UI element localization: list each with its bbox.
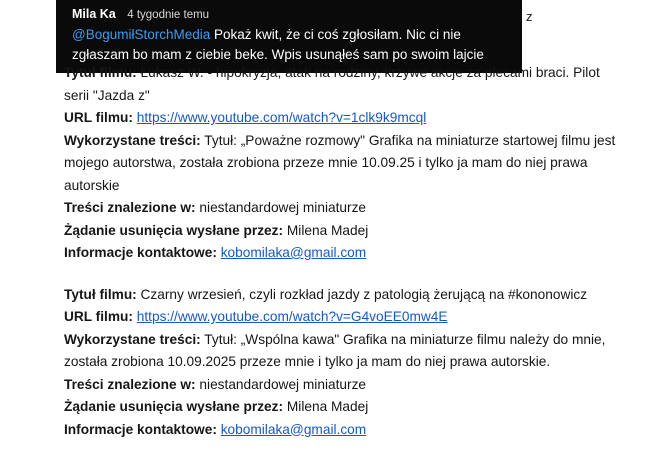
request-sender-label: Żądanie usunięcia wysłane przez: — [64, 399, 284, 414]
found-in-row — [64, 197, 624, 220]
contact-email-link[interactable]: kobomilaka@gmail.com — [220, 245, 367, 260]
found-in-label: Treści znalezione w: — [64, 376, 196, 392]
contact-info-row — [64, 242, 624, 265]
contact-email-link[interactable]: kobomilaka@gmail.com — [220, 421, 367, 437]
contact-info-row — [64, 419, 624, 442]
stray-character: z — [526, 9, 533, 24]
film-title-row — [64, 62, 624, 107]
used-content-row — [64, 329, 624, 374]
request-sender-value: Milena Madej — [283, 222, 369, 238]
film-url-label: URL filmu: — [64, 110, 133, 125]
film-url-link[interactable]: https://www.youtube.com/watch?v=G4voEE0mw4E — [136, 309, 448, 324]
comment-body-text: Pokaż kwit, że ci coś zgłosiłam. Nic ci nie zgłaszam bo mam z ciebie beke. Wpis usunąłeś sam po swoim lajcie — [72, 27, 484, 62]
found-in-row — [64, 374, 624, 397]
comment-timestamp: 4 tygodnie temu — [127, 9, 210, 21]
used-content-value: Tytuł: „Poważne rozmowy" Grafika na miniaturze startowej filmu jest mojego autorstwa, została zrobiona przeze mnie 10.09.25 i tylko ja mam do niej prawa autorskie — [64, 132, 616, 193]
request-sender-row — [64, 220, 624, 243]
used-content-label: Wykorzystane treści: — [64, 331, 201, 347]
report-entry — [64, 284, 624, 442]
used-content-label: Wykorzystane treści: — [64, 132, 201, 148]
film-title-value: Czarny wrzesień, czyli rozkład jazdy z patologią żerującą na #kononowicz — [136, 286, 588, 302]
request-sender-row — [64, 396, 624, 419]
film-title-row — [64, 284, 624, 307]
contact-info-label: Informacje kontaktowe: — [64, 245, 217, 260]
film-url-link[interactable]: https://www.youtube.com/watch?v=1clk9k9mcql — [136, 110, 427, 125]
request-sender-label: Żądanie usunięcia wysłane przez: — [64, 222, 284, 238]
comment-text — [72, 25, 512, 65]
takedown-report-body — [64, 62, 624, 441]
film-url-row — [64, 306, 624, 329]
film-title-label: Tytuł filmu: — [64, 65, 137, 80]
comment-author: Mila Ka — [72, 7, 116, 21]
found-in-value: niestandardowej miniaturze — [195, 376, 367, 392]
found-in-value: niestandardowej miniaturze — [195, 200, 367, 215]
film-url-label: URL filmu: — [64, 309, 133, 324]
comment-mention-link[interactable]: @BogumiłStorchMedia — [72, 27, 211, 42]
used-content-row — [64, 130, 624, 198]
film-url-row — [64, 107, 624, 130]
contact-info-label: Informacje kontaktowe: — [64, 421, 217, 437]
film-title-value: Łukasz W. - hipokryzja, atak na rodziny, krzywe akcje za plecami braci. Pilot serii "Jazda z" — [64, 65, 600, 103]
found-in-label: Treści znalezione w: — [64, 200, 196, 215]
report-entry — [64, 62, 624, 265]
comment-header — [72, 6, 514, 23]
used-content-value: Tytuł: „Wspólna kawa" Grafika na miniaturze filmu należy do mnie, została zrobiona 10.09.2025 przeze mnie i tylko ja mam do niej prawa autorskie. — [64, 331, 606, 369]
film-title-label: Tytuł filmu: — [64, 286, 137, 302]
request-sender-value: Milena Madej — [283, 399, 369, 414]
